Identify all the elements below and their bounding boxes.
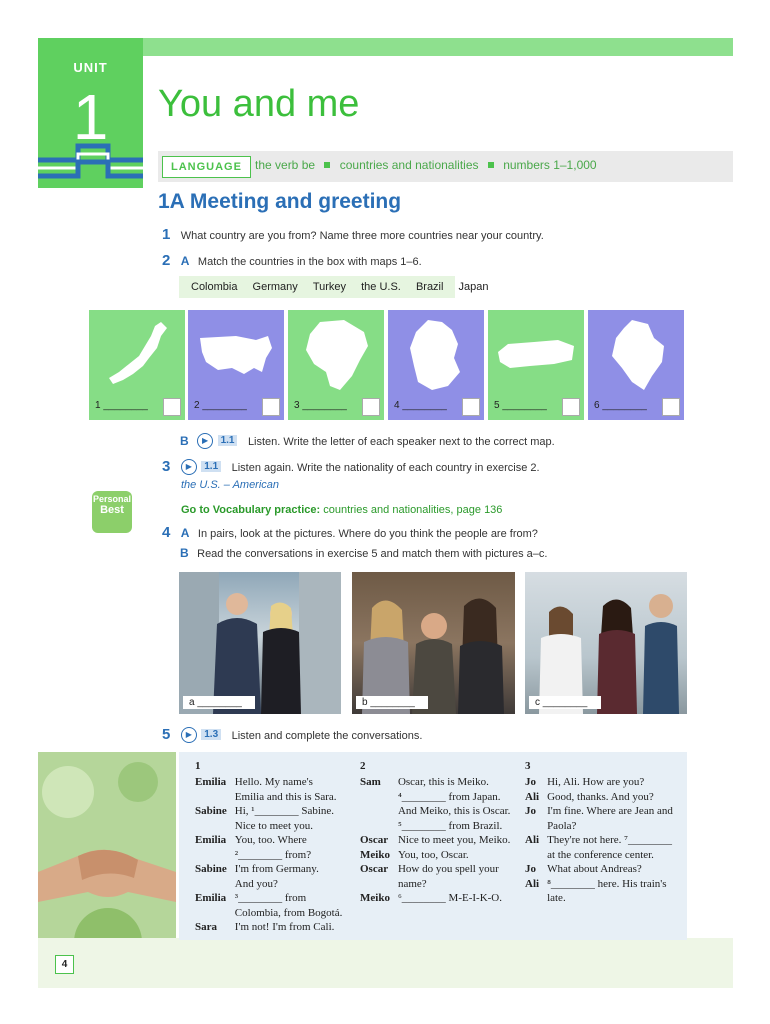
- square-bullet-icon: [488, 162, 494, 168]
- exercise-text: Match the countries in the box with maps 1–6.: [197, 256, 422, 268]
- unit-number: 1: [72, 81, 109, 153]
- brazil-map-icon: [300, 316, 372, 396]
- conversation-line: [195, 819, 342, 834]
- lesson-heading: 1A Meeting and greeting: [158, 190, 402, 213]
- conversation-2: [360, 760, 510, 906]
- conversation-line: [195, 804, 342, 819]
- speaker-name: Sam: [360, 776, 381, 788]
- speaker-name: Ali: [525, 834, 540, 846]
- exercise-number: 5: [162, 726, 171, 743]
- map-letter-box[interactable]: [262, 398, 280, 416]
- exercise-number: 3: [162, 458, 171, 475]
- dialogue-text: at the conference center.: [547, 848, 654, 861]
- exercise-text: What country are you from? Name three more countries near your country.: [180, 230, 544, 242]
- dialogue-text: ⁵________ from Brazil.: [397, 819, 503, 832]
- japan-map-icon: [103, 318, 171, 394]
- dialogue-text: Oscar, this is Meiko.: [397, 776, 489, 788]
- vocab-practice: [181, 504, 502, 516]
- dialogue-text: And Meiko, this is Oscar.: [397, 805, 511, 817]
- conversation-line: [195, 891, 342, 906]
- exercise-letter: A: [180, 526, 190, 540]
- conversation-line: [360, 790, 510, 805]
- photo-c-illustration: [525, 572, 687, 714]
- conversation-line: [360, 819, 510, 834]
- photo-b-illustration: [352, 572, 515, 714]
- dialogue-text: Hi, Ali. How are you?: [547, 776, 645, 788]
- conversation-line: [360, 848, 510, 863]
- speaker-name: [360, 790, 398, 805]
- conversation-line: [525, 848, 673, 863]
- play-audio-icon[interactable]: ▶: [197, 433, 213, 449]
- country-word: Turkey: [312, 281, 347, 293]
- badge-line: Best: [100, 504, 124, 516]
- speaker-name: Sabine: [195, 863, 227, 875]
- conversation-line: [360, 877, 510, 892]
- germany-map-icon: [402, 316, 470, 396]
- play-audio-icon[interactable]: ▶: [181, 727, 197, 743]
- exercise-text: Read the conversations in exercise 5 and match them with pictures a–c.: [197, 548, 548, 560]
- map-japan: [89, 310, 185, 420]
- speaker-name: Jo: [525, 805, 536, 817]
- conversations-box: [179, 752, 687, 940]
- dialogue-text: ²________ from?: [234, 848, 312, 861]
- map-letter-box[interactable]: [462, 398, 480, 416]
- photo-b: [352, 572, 515, 714]
- dialogue-text: What about Andreas?: [547, 863, 642, 875]
- language-item: the verb be: [255, 158, 316, 172]
- dialogue-text: How do you spell your: [397, 863, 499, 875]
- country-word: the U.S.: [361, 281, 401, 293]
- conversation-line: [360, 891, 510, 906]
- exercise-number: 1: [162, 226, 171, 243]
- speaker-name: [525, 848, 547, 863]
- map-answer-line[interactable]: 1 ________: [95, 400, 148, 411]
- page-title: You and me: [158, 83, 360, 125]
- dialogue-text: Nice to meet you, Meiko.: [397, 834, 511, 846]
- speaker-name: Jo: [525, 863, 536, 875]
- photo-answer-line[interactable]: b ________: [356, 696, 428, 709]
- language-item: countries and nationalities: [339, 158, 479, 172]
- dialogue-text: Good, thanks. And you?: [547, 790, 654, 803]
- map-letter-box[interactable]: [163, 398, 181, 416]
- dialogue-text: ⁴________ from Japan.: [397, 790, 501, 803]
- country-word: Brazil: [415, 281, 444, 293]
- conversation-line: [360, 833, 510, 848]
- conversation-line: [195, 877, 342, 892]
- language-tag: LANGUAGE: [162, 156, 251, 178]
- photo-answer-line[interactable]: c ________: [529, 696, 601, 709]
- colombia-map-icon: [602, 316, 670, 396]
- exercise-4a: [162, 524, 538, 542]
- map-turkey: [488, 310, 584, 420]
- exercise-example: the U.S. – American: [181, 479, 280, 491]
- speaker-name: Meiko: [360, 848, 390, 861]
- conversation-line: [195, 906, 342, 921]
- conversation-line: [525, 877, 673, 892]
- conversation-line: [525, 819, 673, 834]
- header-bar: [143, 38, 733, 56]
- exercise-2b: [180, 432, 555, 450]
- conversation-line: [195, 775, 342, 790]
- play-audio-icon[interactable]: ▶: [181, 459, 197, 475]
- exercise-text: In pairs, look at the pictures. Where do you think the people are from?: [197, 528, 538, 540]
- dialogue-text: late.: [547, 892, 566, 904]
- photo-answer-line[interactable]: a ________: [183, 696, 255, 709]
- speaker-name: Jo: [525, 776, 536, 788]
- map-us: [188, 310, 284, 420]
- conversation-number: 3: [525, 760, 531, 772]
- conversation-table: [360, 775, 510, 906]
- turkey-map-icon: [494, 336, 578, 376]
- language-items: [255, 158, 597, 172]
- speaker-name: Emilia: [195, 776, 227, 788]
- country-word: Colombia: [191, 281, 238, 293]
- dialogue-text: I'm not! I'm from Cali.: [234, 921, 335, 933]
- conversation-1: [195, 760, 342, 935]
- dialogue-text: ⁸________ here. His train's: [547, 877, 667, 890]
- photo-a: [179, 572, 341, 714]
- dialogue-text: Nice to meet you.: [234, 819, 313, 832]
- map-letter-box[interactable]: [562, 398, 580, 416]
- exercise-text: Listen and complete the conversations.: [231, 730, 423, 742]
- dialogue-text: Hi, ¹________ Sabine.: [234, 805, 335, 817]
- conversation-line: [195, 920, 342, 935]
- country-word: Japan: [458, 281, 489, 293]
- map-letter-box[interactable]: [362, 398, 380, 416]
- unit-box: [38, 38, 143, 188]
- speaker-name: Oscar: [360, 834, 389, 846]
- speaker-name: Emilia: [195, 834, 227, 846]
- speaker-name: Emilia: [195, 892, 227, 904]
- exercise-number: 2: [162, 252, 171, 269]
- exercise-5: [162, 726, 422, 744]
- map-brazil: [288, 310, 384, 420]
- map-answer-line[interactable]: 3 ________: [294, 400, 347, 411]
- conversation-line: [525, 862, 673, 877]
- dialogue-text: And you?: [234, 877, 278, 890]
- speaker-name: [195, 790, 235, 805]
- conversation-line: [525, 790, 673, 805]
- speaker-name: Meiko: [360, 892, 390, 904]
- conversation-line: [195, 833, 342, 848]
- conversation-line: [525, 804, 673, 819]
- conversation-line: [525, 775, 673, 790]
- conversation-line: [525, 833, 673, 848]
- dialogue-text: name?: [397, 877, 427, 890]
- speaker-name: [525, 891, 547, 906]
- audio-track-number: 1.3: [201, 729, 221, 740]
- dialogue-text: Paola?: [547, 819, 577, 832]
- language-bar: [158, 151, 733, 182]
- map-colombia: [588, 310, 684, 420]
- speaker-name: Sabine: [195, 805, 227, 817]
- dialogue-text: I'm fine. Where are Jean and: [547, 805, 673, 817]
- page-number: 4: [55, 955, 74, 974]
- speaker-name: [195, 906, 235, 921]
- country-word-box: [179, 276, 489, 298]
- audio-track-number: 1.1: [201, 461, 221, 472]
- conversation-number: 2: [360, 760, 366, 772]
- dialogue-text: Hello. My name's: [234, 776, 313, 788]
- conversation-line: [360, 804, 510, 819]
- map-answer-line[interactable]: 6 ________: [594, 400, 647, 411]
- square-bullet-icon: [324, 162, 330, 168]
- exercise-letter: B: [180, 546, 189, 560]
- map-letter-box[interactable]: [662, 398, 680, 416]
- map-answer-line[interactable]: 5 ________: [494, 400, 547, 411]
- dialogue-text: They're not here. ⁷________: [547, 834, 673, 846]
- conversation-line: [195, 790, 342, 805]
- speaker-name: [525, 819, 547, 834]
- speaker-name: [195, 848, 235, 863]
- exercise-1: [162, 226, 544, 244]
- dialogue-text: You, too, Oscar.: [397, 848, 469, 861]
- unit-label: UNIT: [73, 60, 108, 75]
- dialogue-text: Emilia and this is Sara.: [234, 790, 337, 803]
- exercise-text: Listen. Write the letter of each speaker next to the correct map.: [247, 436, 555, 448]
- conversation-table: [525, 775, 673, 906]
- map-germany: [388, 310, 484, 420]
- map-answer-line[interactable]: 2 ________: [194, 400, 247, 411]
- speaker-name: [195, 877, 235, 892]
- dialogue-text: I'm from Germany.: [234, 863, 319, 875]
- conversation-line: [195, 862, 342, 877]
- exercise-letter: A: [180, 254, 190, 268]
- conversation-line: [525, 891, 673, 906]
- conversation-number: 1: [195, 760, 201, 772]
- speaker-name: Sara: [195, 921, 217, 933]
- speaker-name: Ali: [525, 790, 540, 803]
- language-item: numbers 1–1,000: [503, 158, 597, 172]
- us-map-icon: [196, 328, 276, 388]
- exercise-4b: [180, 544, 547, 562]
- speaker-name: Ali: [525, 877, 540, 890]
- speaker-name: Oscar: [360, 863, 389, 875]
- vocab-label: Go to Vocabulary practice:: [181, 504, 321, 516]
- speaker-name: [360, 804, 398, 819]
- conversation-line: [360, 862, 510, 877]
- conversation-line: [195, 848, 342, 863]
- personal-best-badge: [92, 491, 132, 533]
- exercise-letter: B: [180, 434, 189, 448]
- exercise-text: Listen again. Write the nationality of each country in exercise 2.: [231, 462, 540, 474]
- audio-track-number: 1.1: [218, 435, 238, 446]
- conversation-line: [360, 775, 510, 790]
- speaker-name: [195, 819, 235, 834]
- speaker-name: [360, 819, 398, 834]
- photo-a-illustration: [179, 572, 341, 714]
- unit-stripes: [38, 138, 143, 188]
- bottom-strip: [38, 938, 733, 988]
- dialogue-text: ³________ from: [234, 892, 307, 904]
- speaker-name: [360, 877, 398, 892]
- conversation-table: [195, 775, 342, 935]
- exercise-2: [162, 252, 422, 270]
- badge-line: Personal: [92, 494, 132, 504]
- country-word: Germany: [252, 281, 298, 293]
- conversation-3: [525, 760, 673, 906]
- photo-c: [525, 572, 687, 714]
- dialogue-text: You, too. Where: [234, 834, 307, 846]
- map-answer-line[interactable]: 4 ________: [394, 400, 447, 411]
- dialogue-text: Colombia, from Bogotá.: [234, 906, 343, 919]
- exercise-3: [162, 458, 540, 476]
- vocab-link[interactable]: countries and nationalities, page 136: [323, 504, 503, 516]
- dialogue-text: ⁶________ M-E-I-K-O.: [397, 892, 502, 904]
- exercise-number: 4: [162, 524, 171, 541]
